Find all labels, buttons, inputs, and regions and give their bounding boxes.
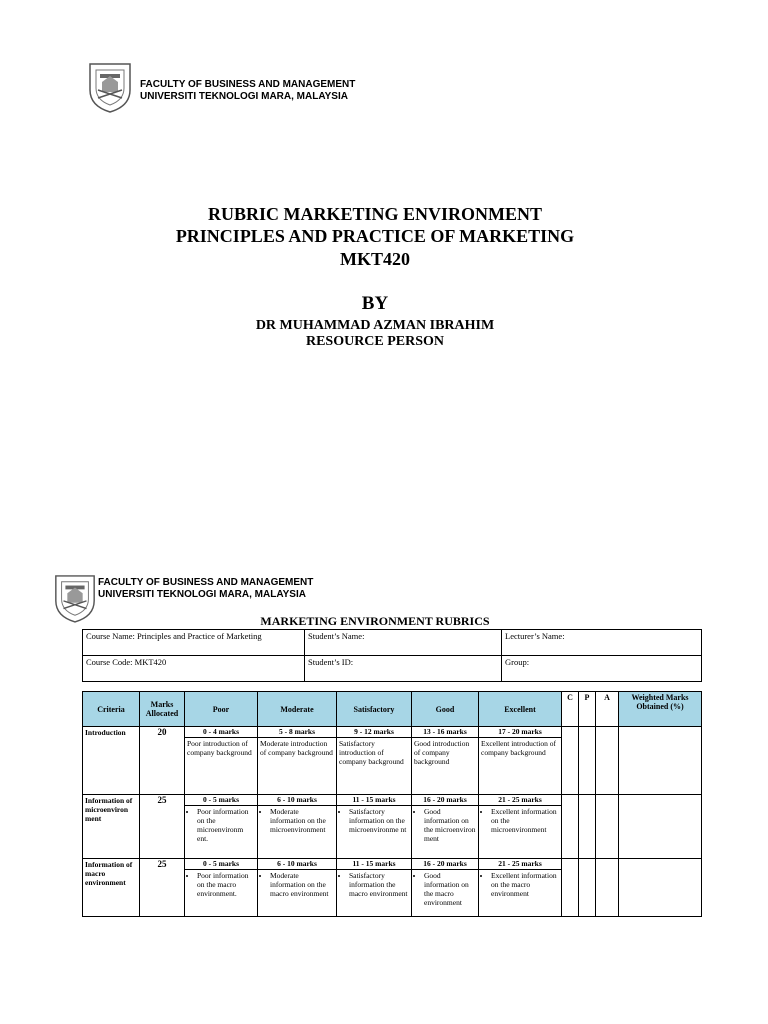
descriptor: • Moderate information on the microenvironment bbox=[270, 807, 334, 834]
marks-cell: 25 bbox=[140, 795, 185, 859]
university-name: UNIVERSITI TEKNOLOGI MARA, MALAYSIA bbox=[140, 91, 348, 102]
descriptor: • Satisfactory information on the microenvironme nt bbox=[349, 807, 409, 834]
header-good: Good bbox=[412, 692, 479, 727]
range-label: 16 - 20 marks bbox=[412, 795, 478, 806]
cover-title-line2: PRINCIPLES AND PRACTICE OF MARKETING bbox=[175, 226, 575, 246]
c-score-cell[interactable] bbox=[562, 859, 579, 917]
table-row bbox=[83, 859, 702, 917]
range-label: 17 - 20 marks bbox=[479, 727, 561, 738]
descriptor: Good introduction of company background bbox=[414, 739, 470, 766]
p-score-cell[interactable] bbox=[579, 859, 596, 917]
descriptor: Moderate introduction of company background bbox=[260, 739, 333, 757]
descriptor: Excellent introduction of company background bbox=[481, 739, 556, 757]
rubric-table bbox=[82, 691, 702, 917]
range-label: 16 - 20 marks bbox=[412, 859, 478, 870]
faculty-name: FACULTY OF BUSINESS AND MANAGEMENT bbox=[98, 577, 314, 588]
a-score-cell[interactable] bbox=[596, 795, 619, 859]
excellent-cell bbox=[479, 859, 562, 917]
c-score-cell[interactable] bbox=[562, 795, 579, 859]
university-name: UNIVERSITI TEKNOLOGI MARA, MALAYSIA bbox=[98, 589, 306, 600]
weighted-score-cell[interactable] bbox=[619, 859, 702, 917]
criteria-cell: Information of macro environment bbox=[83, 859, 140, 917]
good-cell bbox=[412, 859, 479, 917]
range-label: 0 - 5 marks bbox=[185, 859, 257, 870]
range-label: 11 - 15 marks bbox=[337, 859, 411, 870]
satisfactory-cell bbox=[337, 727, 412, 795]
range-label: 0 - 5 marks bbox=[185, 795, 257, 806]
rubric-title: MARKETING ENVIRONMENT RUBRICS bbox=[260, 614, 490, 628]
descriptor: • Moderate information on the macro environment bbox=[270, 871, 334, 898]
moderate-cell bbox=[258, 727, 337, 795]
header-marks: Marks Allocated bbox=[140, 692, 185, 727]
weighted-score-cell[interactable] bbox=[619, 727, 702, 795]
student-name-field[interactable]: Student’s Name: bbox=[305, 630, 502, 656]
good-cell bbox=[412, 795, 479, 859]
descriptor: • Good information on the microenviron ment bbox=[424, 807, 476, 843]
header-excellent: Excellent bbox=[479, 692, 562, 727]
poor-cell bbox=[185, 859, 258, 917]
course-code-cell: Course Code: MKT420 bbox=[83, 656, 305, 682]
cover-author: DR MUHAMMAD AZMAN IBRAHIM bbox=[255, 318, 495, 333]
descriptor: • Excellent information on the macro environment bbox=[491, 871, 559, 898]
criteria-cell: Information of microenviron ment bbox=[83, 795, 140, 859]
descriptor: Satisfactory introduction of company background bbox=[339, 739, 404, 766]
cover-title-line3: MKT420 bbox=[340, 249, 410, 269]
table-row bbox=[83, 727, 702, 795]
header-poor: Poor bbox=[185, 692, 258, 727]
good-cell bbox=[412, 727, 479, 795]
descriptor: • Poor information on the macro environment. bbox=[197, 871, 255, 898]
descriptor: • Excellent information on the microenvironment bbox=[491, 807, 559, 834]
range-label: 9 - 12 marks bbox=[337, 727, 411, 738]
p-score-cell[interactable] bbox=[579, 727, 596, 795]
descriptor: • Poor information on the microenvironm ent. bbox=[197, 807, 255, 843]
header-moderate: Moderate bbox=[258, 692, 337, 727]
group-field[interactable]: Group: bbox=[502, 656, 702, 682]
header-p: P bbox=[579, 692, 596, 727]
criteria-cell: Introduction bbox=[83, 727, 140, 795]
p-score-cell[interactable] bbox=[579, 795, 596, 859]
descriptor: • Good information on the macro environment bbox=[424, 871, 476, 907]
range-label: 6 - 10 marks bbox=[258, 795, 336, 806]
range-label: 0 - 4 marks bbox=[185, 727, 257, 738]
c-score-cell[interactable] bbox=[562, 727, 579, 795]
descriptor: Poor introduction of company background bbox=[187, 739, 252, 757]
course-info-table bbox=[82, 629, 702, 682]
marks-cell: 20 bbox=[140, 727, 185, 795]
satisfactory-cell bbox=[337, 795, 412, 859]
moderate-cell bbox=[258, 795, 337, 859]
weighted-score-cell[interactable] bbox=[619, 795, 702, 859]
header-weighted: Weighted Marks Obtained (%) bbox=[619, 692, 702, 727]
satisfactory-cell bbox=[337, 859, 412, 917]
moderate-cell bbox=[258, 859, 337, 917]
cover-role: RESOURCE PERSON bbox=[305, 334, 445, 349]
poor-cell bbox=[185, 795, 258, 859]
descriptor: • Satisfactory information the macro environment bbox=[349, 871, 409, 898]
header-satisfactory: Satisfactory bbox=[337, 692, 412, 727]
cover-by: BY bbox=[361, 293, 389, 314]
a-score-cell[interactable] bbox=[596, 727, 619, 795]
uitm-crest-icon bbox=[86, 60, 134, 119]
student-id-field[interactable]: Student’s ID: bbox=[305, 656, 502, 682]
faculty-name: FACULTY OF BUSINESS AND MANAGEMENT bbox=[140, 79, 356, 90]
header-a: A bbox=[596, 692, 619, 727]
a-score-cell[interactable] bbox=[596, 859, 619, 917]
header-criteria: Criteria bbox=[83, 692, 140, 727]
range-label: 11 - 15 marks bbox=[337, 795, 411, 806]
range-label: 21 - 25 marks bbox=[479, 859, 561, 870]
header-c: C bbox=[562, 692, 579, 727]
excellent-cell bbox=[479, 795, 562, 859]
lecturer-name-field[interactable]: Lecturer’s Name: bbox=[502, 630, 702, 656]
range-label: 21 - 25 marks bbox=[479, 795, 561, 806]
course-name-cell: Course Name: Principles and Practice of Marketing bbox=[83, 630, 305, 656]
range-label: 6 - 10 marks bbox=[258, 859, 336, 870]
cover-title-line1: RUBRIC MARKETING ENVIRONMENT bbox=[207, 204, 543, 224]
range-label: 5 - 8 marks bbox=[258, 727, 336, 738]
table-row bbox=[83, 795, 702, 859]
marks-cell: 25 bbox=[140, 859, 185, 917]
range-label: 13 - 16 marks bbox=[412, 727, 478, 738]
excellent-cell bbox=[479, 727, 562, 795]
poor-cell bbox=[185, 727, 258, 795]
